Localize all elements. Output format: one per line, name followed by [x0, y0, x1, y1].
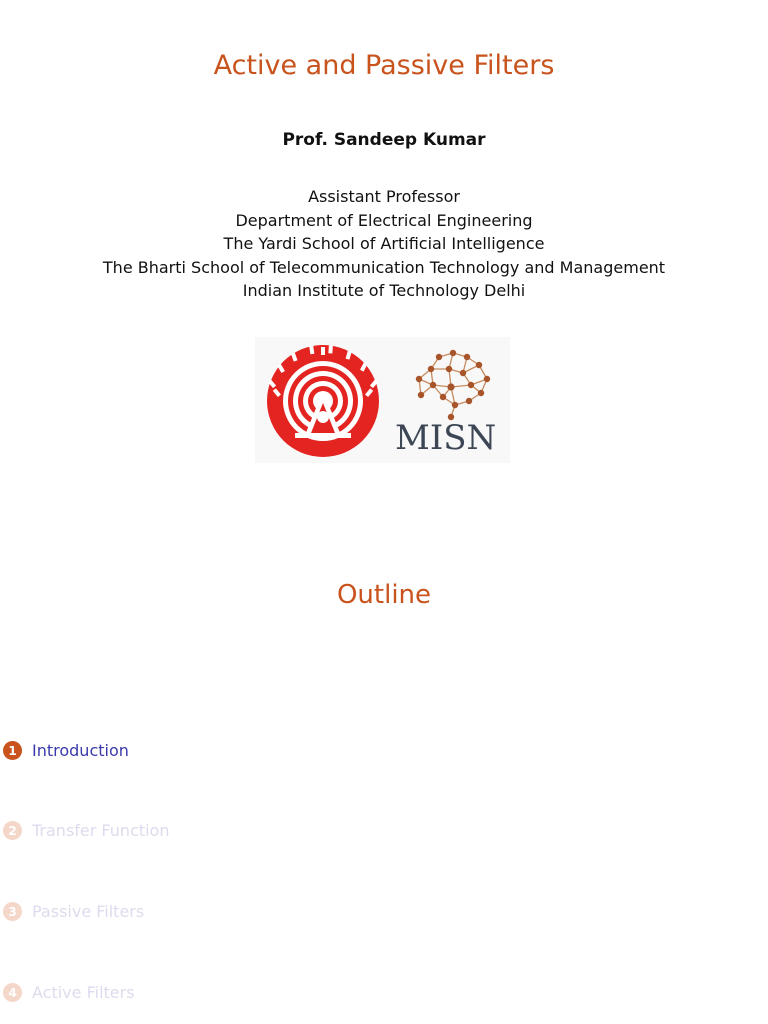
toc-number-badge: 1: [3, 741, 22, 760]
affiliation-line: Indian Institute of Technology Delhi: [242, 281, 526, 300]
toc-item-active-filters[interactable]: [3, 983, 135, 1002]
title-slide: [0, 0, 768, 480]
toc-label[interactable]: Active Filters: [32, 983, 135, 1002]
affiliation-line: The Yardi School of Artificial Intelligence: [223, 234, 545, 253]
toc-number-badge: 3: [3, 902, 22, 921]
toc-number-badge: 4: [3, 983, 22, 1002]
affiliation-block: [0, 185, 768, 303]
toc-number-badge: 2: [3, 821, 22, 840]
toc-item-transfer-function[interactable]: [3, 821, 169, 840]
logos-panel: [255, 337, 510, 463]
affiliation-line: Department of Electrical Engineering: [235, 210, 533, 230]
toc-item-introduction[interactable]: [3, 741, 129, 760]
affiliation-line: The Bharti School of Telecommunication Technology and Management: [102, 257, 666, 277]
iit-delhi-seal-icon: [265, 343, 381, 459]
affiliation-line: Assistant Professor: [308, 187, 460, 206]
misn-logo-icon: [391, 343, 507, 459]
slide-title: Active and Passive Filters: [213, 50, 555, 81]
outline-title: Outline: [336, 580, 432, 610]
toc-label[interactable]: Transfer Function: [32, 821, 170, 840]
toc-item-passive-filters[interactable]: [3, 902, 144, 921]
toc-label[interactable]: Passive Filters: [32, 902, 145, 921]
author-name: Prof. Sandeep Kumar: [282, 130, 486, 150]
toc-label[interactable]: Introduction: [32, 741, 129, 760]
misn-logo-text: MISN: [395, 418, 497, 458]
